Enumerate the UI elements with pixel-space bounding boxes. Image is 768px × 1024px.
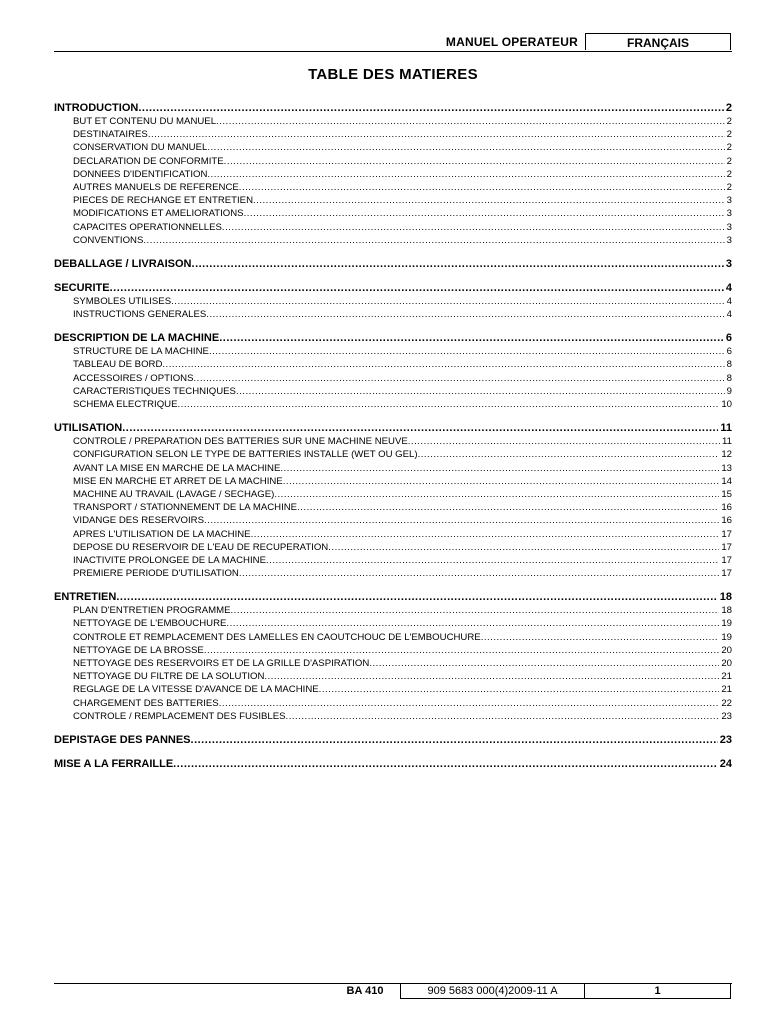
- toc-section[interactable]: [54, 101, 732, 115]
- toc-entry-label: CONTROLE ET REMPLACEMENT DES LAMELLES EN CAOUTCHOUC DE L'EMBOUCHURE: [73, 631, 481, 643]
- toc-entry[interactable]: [54, 710, 732, 723]
- toc-entry[interactable]: [54, 358, 732, 371]
- footer-doc-number: 909 5683 000(4)2009-11 A: [400, 984, 585, 999]
- toc-entry[interactable]: [54, 435, 732, 448]
- toc-entry-label: CHARGEMENT DES BATTERIES: [73, 697, 219, 709]
- toc-entry-page: 23: [721, 710, 732, 722]
- toc-section[interactable]: [54, 331, 732, 345]
- toc-entry-label: SYMBOLES UTILISES: [73, 295, 172, 307]
- toc-entry-page: 3: [726, 234, 732, 246]
- dot-leader: [206, 308, 724, 321]
- toc-section-page: 3: [725, 257, 732, 270]
- toc-entry[interactable]: [54, 308, 732, 321]
- toc-section[interactable]: [54, 733, 732, 747]
- toc-section[interactable]: [54, 590, 732, 604]
- dot-leader: [230, 604, 719, 617]
- toc-entry-page: 16: [721, 502, 732, 514]
- toc-entry-label: MISE EN MARCHE ET ARRET DE LA MACHINE: [73, 475, 283, 487]
- dot-leader: [138, 101, 724, 115]
- section-spacer: [54, 747, 732, 757]
- dot-leader: [236, 385, 725, 398]
- dot-leader: [274, 488, 719, 501]
- toc-entry-label: SCHEMA ELECTRIQUE: [73, 399, 178, 410]
- toc-section-page: 11: [720, 422, 732, 435]
- toc-entry-page: 4: [726, 295, 732, 307]
- dot-leader: [251, 528, 720, 541]
- toc-entry-label: TRANSPORT / STATIONNEMENT DE LA MACHINE: [73, 502, 298, 514]
- toc-entry[interactable]: [54, 372, 732, 385]
- toc-section-page: 4: [725, 281, 732, 294]
- footer-model: BA 410: [346, 985, 384, 997]
- toc-entry-page: 8: [726, 359, 732, 371]
- dot-leader: [481, 631, 720, 644]
- toc-entry-label: PIECES DE RECHANGE ET ENTRETIEN: [73, 195, 254, 207]
- toc-section-label: DESCRIPTION DE LA MACHINE: [54, 332, 220, 345]
- dot-leader: [286, 710, 720, 723]
- toc-entry[interactable]: [54, 528, 732, 541]
- toc-section-label: UTILISATION: [54, 422, 123, 435]
- toc-entry[interactable]: [54, 670, 732, 683]
- toc-entry-label: AVANT LA MISE EN MARCHE DE LA MACHINE: [73, 462, 281, 474]
- dot-leader: [143, 234, 724, 247]
- toc-entry[interactable]: [54, 657, 732, 670]
- toc-entry-page: 17: [721, 554, 732, 566]
- dot-leader: [209, 345, 725, 358]
- header-manual-label: MANUEL OPERATEUR: [445, 35, 578, 49]
- dot-leader: [244, 207, 725, 220]
- toc-entry[interactable]: [54, 141, 732, 154]
- dot-leader: [224, 155, 725, 168]
- toc-entry[interactable]: [54, 501, 732, 514]
- toc-entry-label: CONVENTIONS: [73, 234, 144, 246]
- toc-entry-label: CONFIGURATION SELON LE TYPE DE BATTERIES INSTALLE (WET OU GEL): [73, 449, 418, 461]
- toc-entry-page: 13: [721, 462, 732, 474]
- dot-leader: [216, 115, 725, 128]
- toc-entry-label: DONNEES D'IDENTIFICATION: [73, 168, 208, 180]
- toc-entry-page: 19: [721, 618, 732, 630]
- toc-entry[interactable]: [54, 128, 732, 141]
- dot-leader: [162, 358, 724, 371]
- toc-entry[interactable]: [54, 295, 732, 308]
- toc-entry-label: TABLEAU DE BORD: [73, 359, 163, 371]
- section-spacer: [54, 271, 732, 281]
- dot-leader: [297, 501, 719, 514]
- dot-leader: [328, 541, 719, 554]
- toc-entry[interactable]: [54, 488, 732, 501]
- toc-entry-label: INSTRUCTIONS GENERALES: [73, 309, 207, 321]
- toc-section-label: DEBALLAGE / LIVRAISON: [54, 257, 192, 270]
- toc-entry[interactable]: [54, 541, 732, 554]
- toc-section-label: MISE A LA FERRAILLE: [54, 757, 174, 770]
- dot-leader: [253, 194, 725, 207]
- toc-entry[interactable]: [54, 617, 732, 630]
- toc-entry-label: NETTOYAGE DE L'EMBOUCHURE: [73, 618, 227, 630]
- toc-entry[interactable]: [54, 155, 732, 168]
- toc-entry[interactable]: [54, 448, 732, 461]
- toc-entry-label: NETTOYAGE DE LA BROSSE: [73, 644, 204, 656]
- toc-entry[interactable]: [54, 234, 732, 247]
- toc-entry-label: INACTIVITE PROLONGEE DE LA MACHINE: [73, 554, 266, 566]
- toc-entry[interactable]: [54, 345, 732, 358]
- dot-leader: [266, 554, 719, 567]
- toc-section-label: INTRODUCTION: [54, 102, 139, 114]
- toc-entry[interactable]: [54, 475, 732, 488]
- toc-entry-page: 20: [721, 658, 732, 669]
- toc-entry-label: APRES L'UTILISATION DE LA MACHINE: [73, 528, 251, 540]
- toc-entry-label: STRUCTURE DE LA MACHINE: [73, 346, 209, 358]
- dot-leader: [193, 372, 724, 385]
- dot-leader: [204, 514, 719, 527]
- toc-section-page: 6: [725, 332, 732, 345]
- toc-section-label: ENTRETIEN: [54, 591, 117, 604]
- toc-entry[interactable]: [54, 462, 732, 475]
- toc-section[interactable]: [54, 281, 732, 295]
- toc-entry[interactable]: [54, 221, 732, 234]
- dot-leader: [178, 398, 720, 411]
- toc-entry-page: 20: [721, 644, 732, 656]
- toc-entry-page: 8: [726, 372, 732, 384]
- toc-entry-label: CAPACITES OPERATIONNELLES: [73, 221, 222, 233]
- dot-leader: [418, 448, 720, 461]
- toc-entry-page: 15: [721, 488, 732, 500]
- toc-section[interactable]: [54, 757, 732, 771]
- toc-entry-page: 10: [721, 399, 732, 410]
- dot-leader: [408, 435, 720, 448]
- toc-entry[interactable]: [54, 631, 732, 644]
- dot-leader: [222, 221, 725, 234]
- toc-entry-page: 2: [726, 155, 732, 167]
- toc-entry-label: ACCESSOIRES / OPTIONS: [73, 372, 194, 384]
- dot-leader: [192, 257, 724, 271]
- toc-entry[interactable]: [54, 385, 732, 398]
- toc-entry-label: CONTROLE / REMPLACEMENT DES FUSIBLES: [73, 710, 286, 722]
- toc-entry-page: 19: [721, 631, 732, 643]
- toc-entry-page: 2: [726, 168, 732, 180]
- table-of-contents: [54, 101, 732, 771]
- dot-leader: [207, 168, 724, 181]
- toc-entry-label: NETTOYAGE DES RESERVOIRS ET DE LA GRILLE D'ASPIRATION: [73, 658, 370, 669]
- toc-entry-label: CONTROLE / PREPARATION DES BATTERIES SUR UNE MACHINE NEUVE: [73, 436, 408, 448]
- toc-entry-label: VIDANGE DES RESERVOIRS: [73, 515, 204, 527]
- toc-entry-label: DEPOSE DU RESERVOIR DE L'EAU DE RECUPERATION: [73, 541, 329, 553]
- dot-leader: [319, 683, 720, 696]
- toc-entry-page: 17: [721, 568, 732, 580]
- dot-leader: [191, 733, 718, 747]
- toc-section-label: DEPISTAGE DES PANNES: [54, 733, 191, 746]
- toc-entry-label: MACHINE AU TRAVAIL (LAVAGE / SECHAGE): [73, 488, 275, 500]
- toc-entry[interactable]: [54, 207, 732, 220]
- toc-entry[interactable]: [54, 115, 732, 128]
- header-rule: [54, 51, 732, 52]
- toc-section-page: 23: [719, 733, 732, 746]
- section-spacer: [54, 580, 732, 590]
- toc-entry-label: REGLAGE DE LA VITESSE D'AVANCE DE LA MACHINE: [73, 684, 319, 696]
- toc-entry-page: 4: [726, 309, 732, 321]
- dot-leader: [239, 181, 725, 194]
- toc-section-page: 24: [719, 757, 732, 770]
- toc-entry-page: 2: [726, 142, 732, 154]
- toc-entry-page: 14: [721, 475, 732, 487]
- header-language: FRANÇAIS: [585, 33, 731, 50]
- dot-leader: [239, 567, 719, 580]
- toc-entry-label: DESTINATAIRES: [73, 129, 148, 141]
- dot-leader: [280, 462, 719, 475]
- toc-entry-page: 6: [726, 346, 732, 358]
- toc-entry-label: MODIFICATIONS ET AMELIORATIONS: [73, 208, 244, 220]
- toc-section-label: SECURITE: [54, 281, 110, 294]
- toc-entry-page: 2: [726, 116, 732, 127]
- toc-section[interactable]: [54, 257, 732, 271]
- toc-entry-label: PREMIERE PERIODE D'UTILISATION: [73, 568, 239, 580]
- toc-entry-page: 3: [726, 208, 732, 220]
- toc-entry-page: 3: [726, 221, 732, 233]
- page-title: TABLE DES MATIERES: [308, 66, 478, 83]
- toc-entry-label: NETTOYAGE DU FILTRE DE LA SOLUTION: [73, 671, 265, 683]
- toc-entry[interactable]: [54, 398, 732, 411]
- toc-entry-page: 18: [721, 605, 732, 617]
- section-spacer: [54, 247, 732, 257]
- toc-entry[interactable]: [54, 194, 732, 207]
- toc-section[interactable]: [54, 421, 732, 435]
- section-spacer: [54, 411, 732, 421]
- toc-entry[interactable]: [54, 181, 732, 194]
- toc-section-page: 2: [725, 102, 732, 114]
- toc-entry-page: 16: [721, 515, 732, 527]
- toc-entry-page: 17: [721, 541, 732, 553]
- toc-entry[interactable]: [54, 604, 732, 617]
- section-spacer: [54, 723, 732, 733]
- toc-entry-page: 2: [726, 181, 732, 193]
- dot-leader: [369, 657, 719, 670]
- dot-leader: [219, 331, 724, 345]
- toc-entry[interactable]: [54, 683, 732, 696]
- toc-entry-page: 21: [721, 684, 732, 696]
- dot-leader: [204, 644, 720, 657]
- section-spacer: [54, 321, 732, 331]
- toc-entry[interactable]: [54, 697, 732, 710]
- dot-leader: [283, 475, 720, 488]
- dot-leader: [173, 757, 718, 771]
- toc-entry-page: 17: [721, 528, 732, 540]
- dot-leader: [122, 421, 718, 435]
- toc-entry-label: CONSERVATION DU MANUEL: [73, 142, 208, 154]
- toc-entry[interactable]: [54, 554, 732, 567]
- toc-entry-label: CARACTERISTIQUES TECHNIQUES: [73, 385, 236, 397]
- toc-entry[interactable]: [54, 644, 732, 657]
- toc-entry-label: BUT ET CONTENU DU MANUEL: [73, 116, 217, 127]
- toc-entry[interactable]: [54, 514, 732, 527]
- dot-leader: [171, 295, 725, 308]
- toc-entry-page: 9: [726, 385, 732, 397]
- toc-entry-label: PLAN D'ENTRETIEN PROGRAMME: [73, 605, 231, 617]
- toc-entry-page: 11: [722, 436, 732, 448]
- toc-entry[interactable]: [54, 168, 732, 181]
- dot-leader: [264, 670, 719, 683]
- toc-entry-page: 2: [726, 129, 732, 141]
- toc-entry-label: DECLARATION DE CONFORMITE: [73, 155, 224, 167]
- toc-entry-page: 22: [721, 697, 732, 709]
- toc-entry[interactable]: [54, 567, 732, 580]
- toc-entry-page: 3: [726, 195, 732, 207]
- dot-leader: [148, 128, 725, 141]
- dot-leader: [207, 141, 724, 154]
- footer-page-number: 1: [585, 984, 731, 999]
- dot-leader: [226, 617, 719, 630]
- toc-section-page: 18: [719, 591, 732, 604]
- dot-leader: [219, 697, 720, 710]
- toc-entry-page: 21: [721, 671, 732, 683]
- dot-leader: [116, 590, 717, 604]
- toc-entry-label: AUTRES MANUELS DE REFERENCE: [73, 181, 239, 193]
- dot-leader: [110, 281, 724, 295]
- toc-entry-page: 12: [721, 449, 732, 461]
